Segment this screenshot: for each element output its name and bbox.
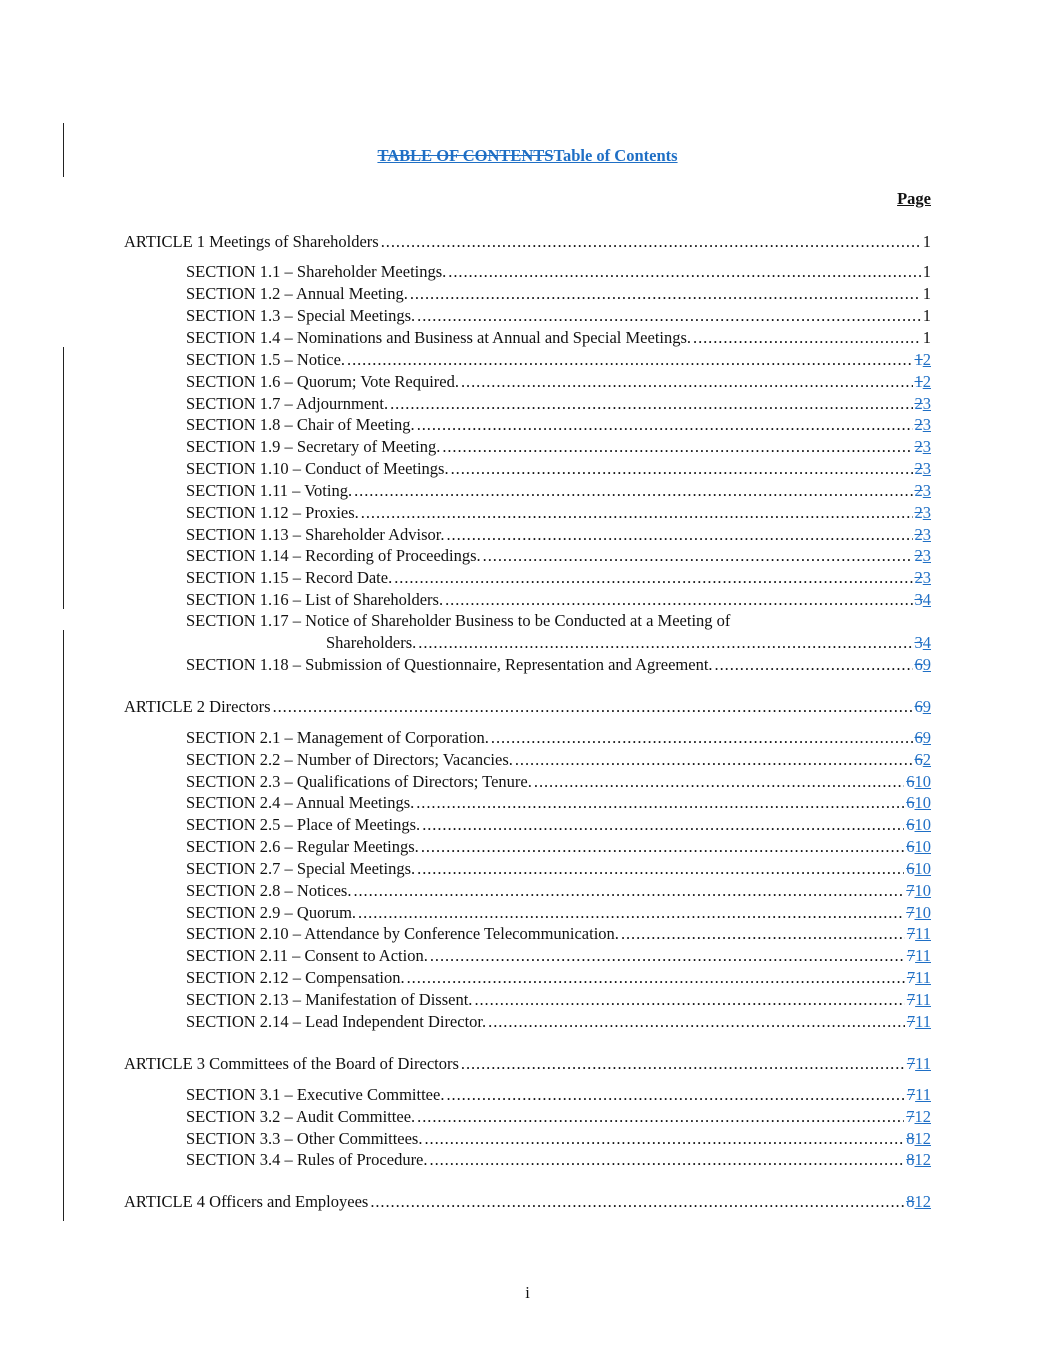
page-number-inserted[interactable]: 2 [922,750,931,769]
toc-entry-page-number [915,458,932,480]
page-number-deleted: 7 [906,946,916,965]
toc-section-entry[interactable] [186,283,931,305]
page-number-deleted: 6 [914,728,923,747]
toc-entry-page-number [923,327,931,349]
page-number-deleted: 7 [906,1107,915,1126]
page-number-deleted: 7 [906,1085,916,1104]
page-number-deleted: 2 [914,415,923,434]
page-number-deleted: 6 [906,772,915,791]
toc-entry-label: SECTION 1.9 – Secretary of Meeting. [186,437,441,456]
toc-entry-page-number [906,1128,931,1150]
page-number-deleted: 6 [906,793,915,812]
toc-section-entry[interactable] [186,502,931,524]
toc-section-entry[interactable] [186,967,931,989]
page-number-inserted[interactable]: 11 [915,1054,931,1073]
page-number-inserted[interactable]: 12 [914,1192,931,1211]
dot-leader [417,305,921,327]
toc-entry-label: SECTION 1.11 – Voting. [186,481,353,500]
dot-leader [381,231,921,253]
page-number-deleted: 2 [914,394,923,413]
page-number-deleted: 7 [906,1012,916,1031]
toc-entry-label: SECTION 2.6 – Regular Meetings. [186,837,419,856]
toc-section-entry[interactable] [186,524,931,546]
page-number-deleted: 3 [914,590,923,609]
toc-entry-page-number [907,1011,931,1033]
page-number-deleted: 6 [906,815,915,834]
toc-entry-label: SECTION 2.2 – Number of Directors; Vacancies. [186,750,513,769]
dot-leader [416,792,904,814]
toc-section-entry[interactable] [186,1011,931,1033]
toc-entry-label-line: SECTION 1.17 – Notice of Shareholder Business to be Conducted at a Meeting of [186,611,731,630]
dot-leader [442,436,912,458]
toc-entry-label: SECTION 2.10 – Attendance by Conference Telecommunication. [186,924,619,943]
toc-section-entry[interactable] [186,749,931,771]
toc-section-entry[interactable] [186,349,931,371]
page-number-inserted[interactable]: 10 [914,837,931,856]
page-number-inserted[interactable]: 9 [922,728,931,747]
toc-section-entry[interactable] [186,923,931,945]
dot-leader [446,524,912,546]
toc-section-entry[interactable] [186,1149,931,1171]
dot-leader [417,858,904,880]
toc-entry-page-number [906,792,931,814]
page-number: 1 [922,306,931,325]
toc-entry-page-number [907,1053,931,1075]
dot-leader [445,589,912,611]
dot-leader [430,1149,905,1171]
dot-leader [358,902,904,924]
page-number-deleted: 6 [906,859,915,878]
dot-leader [407,967,905,989]
toc-entry-page-number [915,349,932,371]
toc-entry-page-number [915,371,932,393]
page-number: 1 [922,328,931,347]
page-number-inserted[interactable]: 10 [914,772,931,791]
page-number-deleted: 6 [914,697,923,716]
toc-entry-page-number [915,436,932,458]
page-number-deleted: 2 [914,459,923,478]
toc-entry-label: SECTION 2.8 – Notices. [186,881,352,900]
toc-entry-label: Shareholders. [326,633,417,652]
toc-section-entry[interactable] [186,945,931,967]
page-number-inserted[interactable]: 11 [915,924,931,943]
toc-section-entry[interactable] [186,261,931,283]
toc-entry-page-number [906,771,931,793]
toc-entry-page-number [915,414,932,436]
toc-section-entry[interactable] [186,393,931,415]
page-number-inserted[interactable]: 10 [914,815,931,834]
toc-entry-label: ARTICLE 1 Meetings of Shareholders [124,232,379,251]
page-number-deleted: 2 [914,546,923,565]
toc-section-entry[interactable] [326,632,931,654]
page-number-deleted: 2 [914,503,923,522]
toc-entry-page-number [915,696,932,718]
toc-entry-page-number [907,967,931,989]
toc-entry-label: SECTION 1.13 – Shareholder Advisor. [186,525,445,544]
dot-leader [424,1128,904,1150]
page-number-inserted[interactable]: 10 [914,903,931,922]
toc-entry-page-number [915,567,932,589]
toc-entry-page-number [923,305,931,327]
toc-entry-label: SECTION 2.3 – Qualifications of Directors; Tenure. [186,772,532,791]
dot-leader [354,480,912,502]
toc-section-entry[interactable] [186,567,931,589]
dot-leader [693,327,921,349]
page-column-heading: Page [897,189,931,208]
toc-section-entry[interactable] [186,305,931,327]
page-number-inserted[interactable]: 3 [922,503,931,522]
toc-entry-label: SECTION 2.5 – Place of Meetings. [186,815,421,834]
toc-section-entry[interactable] [186,858,931,880]
toc-entry-page-number [915,749,932,771]
toc-entry-page-number [906,1149,931,1171]
page-number-deleted: 8 [906,1150,915,1169]
toc-entry-label: SECTION 1.4 – Nominations and Business at Annual and Special Meetings. [186,328,692,347]
toc-entry-label: SECTION 1.12 – Proxies. [186,503,359,522]
dot-leader [347,349,912,371]
page-number-inserted[interactable]: 3 [922,546,931,565]
dot-leader [361,502,913,524]
page-number-inserted[interactable]: 3 [922,394,931,413]
toc-entry-label: SECTION 1.7 – Adjournment. [186,394,389,413]
toc-section-entry[interactable] [186,771,931,793]
dot-leader [448,261,920,283]
toc-article-entry[interactable] [124,1191,931,1213]
toc-entry-page-number [906,836,931,858]
toc-entry-label: SECTION 3.1 – Executive Committee. [186,1085,445,1104]
toc-entry-page-number [915,545,932,567]
dot-leader [474,989,904,1011]
dot-leader [515,749,913,771]
dot-leader [451,458,913,480]
toc-section-entry[interactable] [186,545,931,567]
dot-leader [421,836,904,858]
toc-entry-label: SECTION 2.7 – Special Meetings. [186,859,416,878]
toc-section-entry[interactable] [186,654,931,676]
toc-section-entry[interactable] [186,1084,931,1106]
dot-leader [418,632,912,654]
page-number-deleted: 7 [906,990,916,1009]
toc-entry-page-number [907,1084,931,1106]
toc-entry-page-number [907,945,931,967]
page-number-inserted[interactable]: 9 [922,655,931,674]
dot-leader [410,283,921,305]
dot-leader [491,727,913,749]
dot-leader [461,371,913,393]
toc-section-entry[interactable] [186,836,931,858]
toc-entry-label: SECTION 1.2 – Annual Meeting. [186,284,408,303]
toc-entry-label: SECTION 2.9 – Quorum. [186,903,357,922]
toc-entry-label: SECTION 2.1 – Management of Corporation. [186,728,489,747]
page-number-inserted[interactable]: 3 [922,481,931,500]
toc-entry-label: SECTION 1.18 – Submission of Questionnaire, Representation and Agreement. [186,655,713,674]
page-number-inserted[interactable]: 2 [922,350,931,369]
toc-entry-label: SECTION 2.4 – Annual Meetings. [186,793,415,812]
toc-section-entry[interactable] [186,480,931,502]
page-number-deleted: 7 [906,881,915,900]
page-number-inserted[interactable]: 12 [914,1107,931,1126]
toc-entry-label: SECTION 1.3 – Special Meetings. [186,306,416,325]
toc-entry-label: SECTION 1.8 – Chair of Meeting. [186,415,415,434]
toc-entry-page-number [915,524,932,546]
toc-entry-label: SECTION 2.14 – Lead Independent Director. [186,1012,487,1031]
page-number-deleted: 8 [906,1129,915,1148]
footer-page-number: i [525,1283,530,1302]
page-number-deleted: 7 [906,1054,916,1073]
page-number-deleted: 6 [914,655,923,674]
dot-leader [422,814,904,836]
page-number-inserted[interactable]: 3 [922,415,931,434]
toc-title-deleted: TABLE OF CONTENTS [377,146,554,165]
toc-entry-page-number [923,261,931,283]
page-number-deleted: 6 [914,750,923,769]
dot-leader [370,1191,904,1213]
toc-article-entry[interactable] [124,696,931,718]
toc-entry-page-number [915,480,932,502]
toc-section-entry[interactable] [186,436,931,458]
toc-entry-label: SECTION 1.15 – Record Date. [186,568,393,587]
toc-entry-label: SECTION 1.14 – Recording of Proceedings. [186,546,481,565]
toc-entry-label: ARTICLE 3 Committees of the Board of Directors [124,1054,459,1073]
page-number-inserted[interactable]: 3 [922,437,931,456]
toc-entry-page-number [906,814,931,836]
page-number-inserted[interactable]: 12 [914,1129,931,1148]
toc-entry-label: ARTICLE 2 Directors [124,697,271,716]
toc-section-entry[interactable] [186,792,931,814]
dot-leader [534,771,904,793]
page-number-deleted: 2 [914,568,923,587]
dot-leader [430,945,905,967]
page-number-inserted[interactable]: 3 [922,568,931,587]
page-number-inserted[interactable]: 3 [922,459,931,478]
dot-leader [390,393,912,415]
page-number-deleted: 6 [906,837,915,856]
dot-leader [394,567,912,589]
toc-entry-label: SECTION 3.3 – Other Committees. [186,1129,423,1148]
toc-entry-page-number [923,283,931,305]
toc-entry-page-number [907,923,931,945]
toc-entry-page-number [923,231,931,253]
toc-section-entry[interactable] [186,1128,931,1150]
toc-entry-page-number [915,393,932,415]
page-number-deleted: 2 [914,437,923,456]
toc-article-entry[interactable] [124,231,931,253]
dot-leader [273,696,913,718]
page-number-inserted[interactable]: 10 [914,793,931,812]
toc-entry-page-number [915,632,932,654]
toc-section-entry[interactable] [186,458,931,480]
toc-section-entry[interactable] [186,880,931,902]
dot-leader [621,923,905,945]
page-number-inserted[interactable]: 4 [922,633,931,652]
toc-entry-label: SECTION 2.11 – Consent to Action. [186,946,428,965]
dot-leader [417,1106,904,1128]
page-number-deleted: 2 [914,481,923,500]
toc-entry-label: SECTION 2.13 – Manifestation of Dissent. [186,990,473,1009]
toc-entry-page-number [915,502,932,524]
toc-section-entry[interactable] [186,414,931,436]
page-number-inserted[interactable]: 2 [922,372,931,391]
page-number-inserted[interactable]: 11 [915,968,931,987]
page-number-deleted: 1 [914,350,923,369]
page-number-deleted: 8 [906,1192,915,1211]
dot-leader [461,1053,905,1075]
page-number: 1 [922,284,931,303]
page-number: 1 [922,232,931,251]
page-number-deleted: 7 [906,903,915,922]
toc-entry-label: SECTION 2.12 – Compensation. [186,968,405,987]
page-number-inserted[interactable]: 11 [915,1012,931,1031]
toc-entry-page-number [907,989,931,1011]
page-number-inserted[interactable]: 10 [914,859,931,878]
toc-entry-page-number [906,858,931,880]
dot-leader [483,545,913,567]
toc-entry-page-number [906,1191,931,1213]
page-number: 1 [922,262,931,281]
toc-section-entry[interactable] [186,727,931,749]
toc-entry-page-number [906,902,931,924]
toc-section-entry[interactable] [186,327,931,349]
toc-entry-label: SECTION 3.4 – Rules of Procedure. [186,1150,428,1169]
toc-entry-label: SECTION 1.1 – Shareholder Meetings. [186,262,447,281]
toc-entry-label: ARTICLE 4 Officers and Employees [124,1192,369,1211]
page-number-deleted: 7 [906,968,916,987]
toc-entry-page-number [915,654,932,676]
toc-entry-label: SECTION 1.6 – Quorum; Vote Required. [186,372,459,391]
toc-entry-label: SECTION 3.2 – Audit Committee. [186,1107,416,1126]
page-number-inserted[interactable]: 3 [922,525,931,544]
toc-section-entry[interactable] [186,371,931,393]
toc-section-entry[interactable] [186,589,931,611]
dot-leader [715,654,913,676]
toc-entry-page-number [906,1106,931,1128]
page-number-inserted[interactable]: 12 [914,1150,931,1169]
toc-section-entry[interactable] [186,814,931,836]
toc-entry-label: SECTION 1.10 – Conduct of Meetings. [186,459,449,478]
dot-leader [488,1011,905,1033]
toc-entry-label: SECTION 1.5 – Notice. [186,350,346,369]
page-number-inserted[interactable]: 11 [915,990,931,1009]
page-number-deleted: 7 [906,924,916,943]
toc-entry-page-number [915,727,932,749]
page-number-deleted: 2 [914,525,923,544]
toc-section-entry[interactable] [186,989,931,1011]
page-number-deleted: 3 [914,633,923,652]
dot-leader [353,880,904,902]
toc-article-entry[interactable] [124,1053,931,1075]
page-number-inserted[interactable]: 4 [922,590,931,609]
page-number-inserted[interactable]: 9 [922,697,931,716]
toc-entry-page-number [906,880,931,902]
toc-title-inserted: Table of Contents [553,146,678,165]
dot-leader [417,414,913,436]
page-number-deleted: 1 [914,372,923,391]
page-number-inserted[interactable]: 10 [914,881,931,900]
dot-leader [446,1084,904,1106]
page-number-inserted[interactable]: 11 [915,1085,931,1104]
toc-entry-page-number [915,589,932,611]
page-number-inserted[interactable]: 11 [915,946,931,965]
toc-entry-label: SECTION 1.16 – List of Shareholders. [186,590,444,609]
toc-section-entry[interactable] [186,1106,931,1128]
toc-section-entry[interactable] [186,902,931,924]
